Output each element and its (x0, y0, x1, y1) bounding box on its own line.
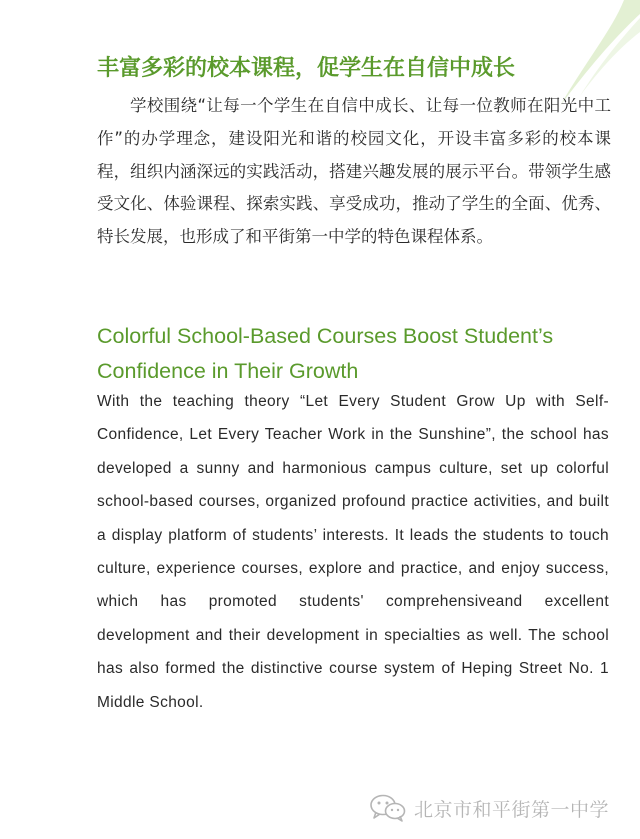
english-section-heading: Colorful School-Based Courses Boost Student’s Confidence in Their Growth (97, 324, 554, 383)
english-section-body: With the teaching theory “Let Every Student Grow Up with Self-Confidence, Let Every Teacher Work in the Sunshine”, the school has developed a sunny and harmonious campus culture, set up colorful school-based courses, organized profound practice activities, and built a display platform of students’ interests. It leads the students to touch culture, experience courses, explore and practice, and enjoy success, which has promoted students' comprehensiveand excellent development and their development in specialties as well. The school has also formed the distinctive course system of Heping Street No. 1 Middle School. (97, 393, 609, 711)
chinese-section-heading: 丰富多彩的校本课程，促学生在自信中成长 (97, 56, 516, 81)
wechat-watermark (368, 790, 609, 826)
wechat-icon (368, 793, 408, 823)
watermark-account-name: 北京市和平街第一中学 (414, 798, 610, 821)
chinese-section-body: 学校围绕“让每一个学生在自信中成长、让每一位教师在阳光中工作”的办学理念，建设阳光和谐的校园文化，开设丰富多彩的校本课程，组织内涵深远的实践活动，搭建兴趣发展的展示平台。带领学生感受文化、体验课程、探索实践、享受成功，推动了学生的全面、优秀、特长发展，也形成了和平街第一中学的特色课程体系。 (97, 96, 611, 247)
